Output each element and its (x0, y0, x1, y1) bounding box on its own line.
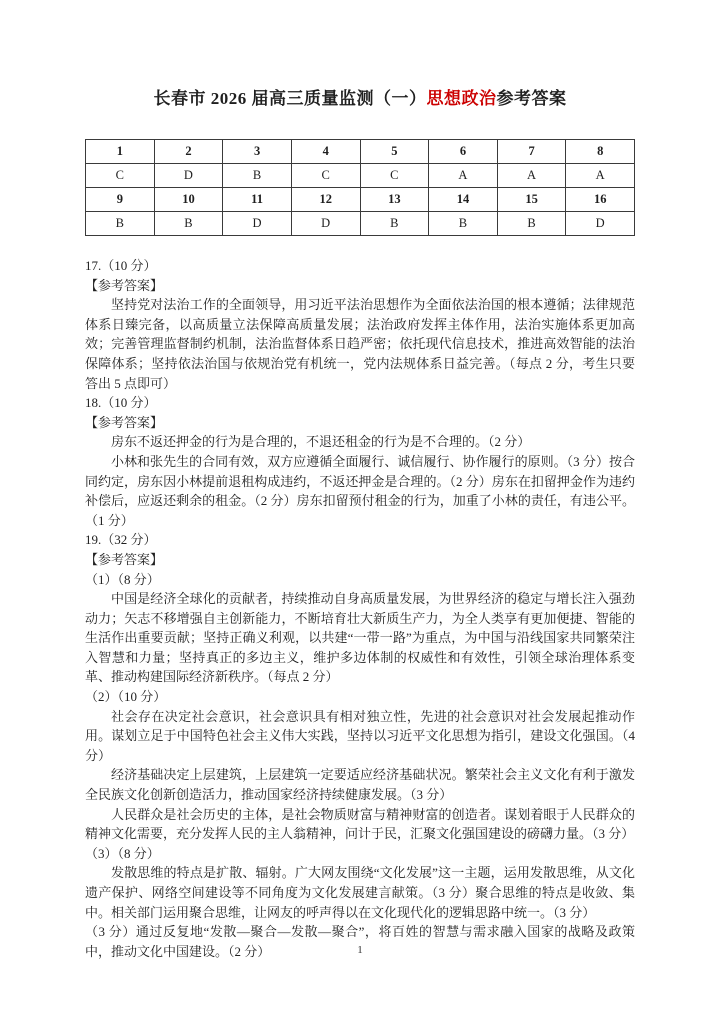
answer-table-row (86, 164, 635, 188)
answer-cell: B (429, 212, 498, 236)
title-suffix: 参考答案 (496, 89, 567, 108)
answer-19-3-paragraph-2: （3 分）通过反复地“发散—聚合—发散—聚合”，将百姓的智慧与需求融入国家的战略及政策中，推动文化中国建设。（2 分） (85, 924, 635, 959)
title-prefix: 长春市 2026 届高三质量监测（一） (153, 89, 427, 108)
answer-19-2-paragraph-2: 经济基础决定上层建筑，上层建筑一定要适应经济基础状况。繁荣社会主义文化有利于激发全民族文化创新创造活力，推动国家经济持续健康发展。（3 分） (85, 767, 635, 803)
answer-17-paragraph: 坚持党对法治工作的全面领导，用习近平法治思想作为全面依法治国的根本遵循；法律规范体系日臻完备，以高质量立法保障高质量发展；法治政府发挥主体作用，法治实施体系更加高效；完善管理监督制约机制，法治监督体系日趋严密；依托现代信息技术，推进高效智能的法治保障体系；坚持依法治国与依规治党有机统一，党内法规体系日益完善。（每点 2 分，考生只要答出 5 点即可） (85, 297, 635, 391)
subquestion-3-heading: （3）（8 分） (85, 845, 160, 861)
answer-cell: 5 (360, 140, 429, 164)
answer-cell: 10 (154, 188, 223, 212)
page-number: 1 (357, 944, 363, 956)
answer-table-row (86, 212, 635, 236)
answer-18-paragraph-1: 房东不返还押金的行为是合理的，不退还租金的行为是不合理的。（2 分） (111, 434, 531, 450)
answer-cell: C (86, 164, 155, 188)
answer-cell: 14 (429, 188, 498, 212)
answer-19-2-paragraph-1: 社会存在决定社会意识，社会意识具有相对独立性，先进的社会意识对社会发展起推动作用。谋划立足于中国特色社会主义伟大实践，坚持以习近平文化思想为指引，建设文化强国。（4 分） (85, 708, 635, 763)
answer-cell: C (291, 164, 360, 188)
answer-cell: B (154, 212, 223, 236)
answer-cell: B (497, 212, 566, 236)
title-subject-highlight: 思想政治 (426, 89, 497, 108)
question-18-heading: 18.（10 分） (85, 395, 157, 411)
answer-cell: A (497, 164, 566, 188)
answer-19-1-paragraph: 中国是经济全球化的贡献者，持续推动自身高质量发展，为世界经济的稳定与增长注入强劲动力；矢志不移增强自主创新能力，不断培育壮大新质生产力，为全人类享有更加便捷、智能的生活作出重要贡献；坚持正确义利观，以共建“一带一路”为重点，为中国与沿线国家共同繁荣注入智慧和力量；坚持真正的多边主义，维护多边体制的权威性和有效性，引领全球治理体系变革、推动构建国际经济新秩序。（每点 2 分） (85, 591, 635, 685)
answer-19-3-paragraph-1: 发散思维的特点是扩散、辐射。广大网友围绕“文化发展”这一主题，运用发散思维，从文化遗产保护、网络空间建设等不同角度为文化发展建言献策。（3 分）聚合思维的特点是收敛、集中。相关部门运用聚合思维，让网友的呼声得以在文化现代化的逻辑思路中统一。（3 分） (85, 865, 635, 920)
question-17-heading: 17.（10 分） (85, 258, 157, 273)
answer-cell: 2 (154, 140, 223, 164)
answer-cell: 7 (497, 140, 566, 164)
answer-19-2-paragraph-3: 人民群众是社会历史的主体，是社会物质财富与精神财富的创造者。谋划着眼于人民群众的精神文化需要，充分发挥人民的主人翁精神，问计于民，汇聚文化强国建设的磅礴力量。（3 分） (85, 806, 635, 842)
answer-cell: 12 (291, 188, 360, 212)
answer-cell: D (154, 164, 223, 188)
answer-cell: A (566, 164, 635, 188)
page-title (85, 84, 635, 109)
answer-cell: 13 (360, 188, 429, 212)
answer-cell: D (566, 212, 635, 236)
answer-cell: B (223, 164, 292, 188)
answer-cell: 15 (497, 188, 566, 212)
subquestion-1-heading: （1）（8 分） (85, 571, 160, 587)
reference-answer-label: 【参考答案】 (85, 414, 164, 430)
answer-cell: D (291, 212, 360, 236)
answer-cell: B (360, 212, 429, 236)
answer-cell: 3 (223, 140, 292, 164)
answer-cell: 11 (223, 188, 292, 212)
subquestion-2-heading: （2）（10 分） (85, 689, 167, 705)
answer-cell: 6 (429, 140, 498, 164)
answer-table-row (86, 188, 635, 212)
answer-cell: B (86, 212, 155, 236)
answer-cell: 1 (86, 140, 155, 164)
answer-cell: D (223, 212, 292, 236)
answer-body (85, 256, 635, 961)
answer-cell: 4 (291, 140, 360, 164)
answer-cell: 9 (86, 188, 155, 212)
answer-table (85, 139, 635, 236)
answer-cell: C (360, 164, 429, 188)
answer-cell: 8 (566, 140, 635, 164)
answer-18-paragraph-2: 小林和张先生的合同有效，双方应遵循全面履行、诚信履行、协作履行的原则。（3 分）按合同约定，房东因小林提前退租构成违约，不返还押金是合理的。（2 分）房东在扣留押金作为违约补偿后，应返还剩余的租金。（2 分）房东扣留预付租金的行为，加重了小林的责任，有违公平。（1 分） (85, 453, 635, 528)
answer-cell: 16 (566, 188, 635, 212)
reference-answer-label: 【参考答案】 (85, 277, 164, 293)
answer-table-row (86, 140, 635, 164)
reference-answer-label: 【参考答案】 (85, 551, 164, 567)
question-19-heading: 19.（32 分） (85, 532, 157, 548)
answer-cell: A (429, 164, 498, 188)
